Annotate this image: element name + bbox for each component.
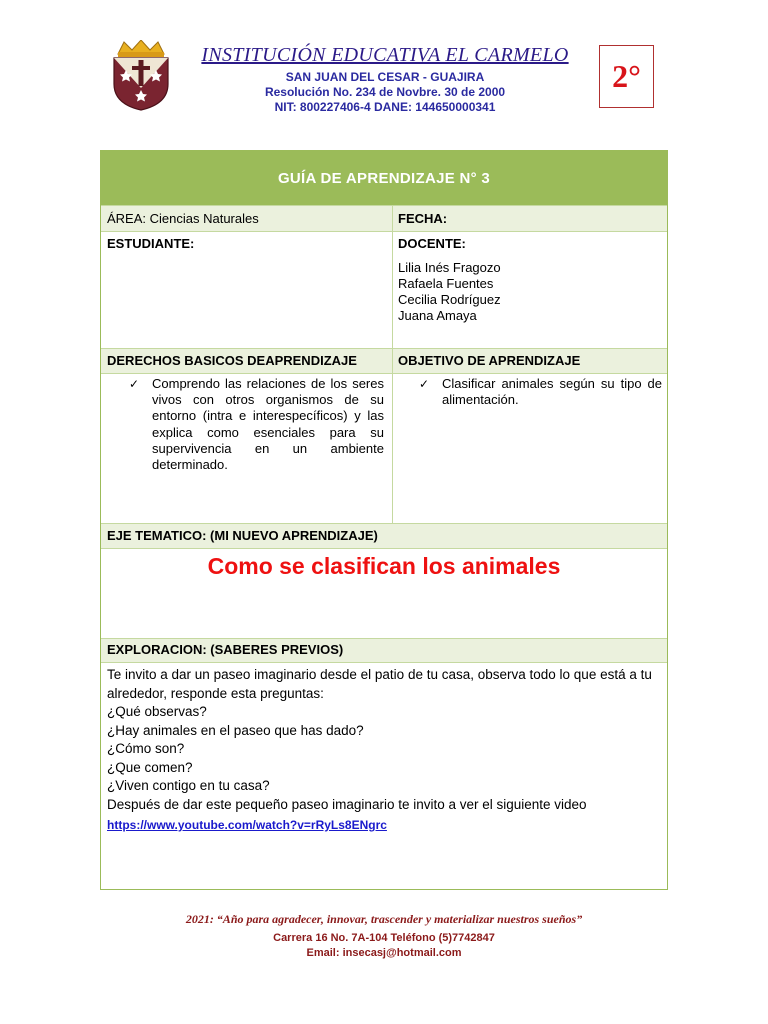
- student-teacher-row: [101, 231, 667, 348]
- column-divider: [392, 205, 393, 523]
- exploracion-line: ¿Viven contigo en tu casa?: [107, 778, 270, 793]
- exploracion-line: ¿Cómo son?: [107, 741, 185, 756]
- dba-objective-header-row: [101, 348, 667, 373]
- checkmark-icon: ✓: [129, 377, 140, 391]
- footer-address: Carrera 16 No. 7A-104 Teléfono (5)7742847: [273, 932, 495, 944]
- dba-label: DERECHOS BASICOS DEAPRENDIZAJE: [107, 353, 357, 368]
- exploracion-line: Te invito a dar un paseo imaginario desde el patio de tu casa, observa todo lo que está a tu alrededor, responde esta preguntas:: [107, 667, 652, 701]
- objetivo-text: Clasificar animales según su tipo de alimentación.: [442, 376, 662, 408]
- area-row: [101, 205, 667, 231]
- topic-row: [101, 548, 667, 638]
- institution-nit: NIT: 800227406-4 DANE: 144650000341: [274, 100, 496, 114]
- topic-title: Como se clasifican los animales: [207, 553, 561, 579]
- exploracion-text: [107, 666, 663, 835]
- school-crest-icon: [104, 40, 178, 112]
- eje-label: EJE TEMATICO: (MI NUEVO APRENDIZAJE): [107, 528, 378, 543]
- dba-objective-content-row: [101, 373, 667, 523]
- teacher-name: Rafaela Fuentes: [398, 276, 494, 291]
- institution-resolution: Resolución No. 234 de Novbre. 30 de 2000: [264, 85, 506, 99]
- exploracion-line: ¿Que comen?: [107, 759, 193, 775]
- docente-label: DOCENTE:: [398, 236, 466, 251]
- exploracion-line: ¿Qué observas?: [107, 704, 207, 719]
- exploracion-line: ¿Hay animales en el paseo que has dado?: [107, 722, 364, 738]
- estudiante-label: ESTUDIANTE:: [107, 236, 195, 251]
- guide-title: GUÍA DE APRENDIZAJE N° 3: [101, 151, 667, 205]
- exploracion-line: Después de dar este pequeño paseo imaginario te invito a ver el siguiente video: [107, 796, 587, 812]
- footer-email: Email: insecasj@hotmail.com: [306, 947, 462, 959]
- exploracion-label: EXPLORACION: (SABERES PREVIOS): [107, 642, 344, 657]
- teacher-name: Juana Amaya: [398, 308, 477, 323]
- learning-guide-table: [100, 150, 668, 890]
- teacher-name: Cecilia Rodríguez: [398, 292, 501, 307]
- teacher-name: Lilia Inés Fragozo: [398, 260, 501, 275]
- checkmark-icon: ✓: [419, 377, 430, 391]
- video-link[interactable]: https://www.youtube.com/watch?v=rRyLs8ENgrc: [107, 818, 387, 832]
- eje-row: [101, 523, 667, 548]
- exploracion-row: [101, 638, 667, 662]
- exploracion-content-row: [101, 662, 667, 889]
- institution-name: INSTITUCIÓN EDUCATIVA EL CARMELO: [201, 44, 569, 66]
- objetivo-label: OBJETIVO DE APRENDIZAJE: [398, 353, 581, 368]
- teacher-list: [398, 260, 501, 324]
- fecha-label: FECHA:: [398, 211, 448, 226]
- area-label: ÁREA: Ciencias Naturales: [107, 211, 259, 226]
- footer-quote: 2021: “Año para agradecer, innovar, trascender y materializar nuestros sueños”: [185, 912, 583, 926]
- grade-badge: 2°: [599, 45, 654, 108]
- institution-city: SAN JUAN DEL CESAR - GUAJIRA: [285, 70, 485, 84]
- dba-text: Comprendo las relaciones de los seres vivos con otros organismos de su entorno (intra e interespecíficos) y las explica como esenciales para su supervivencia en un ambiente determinado.: [152, 376, 384, 473]
